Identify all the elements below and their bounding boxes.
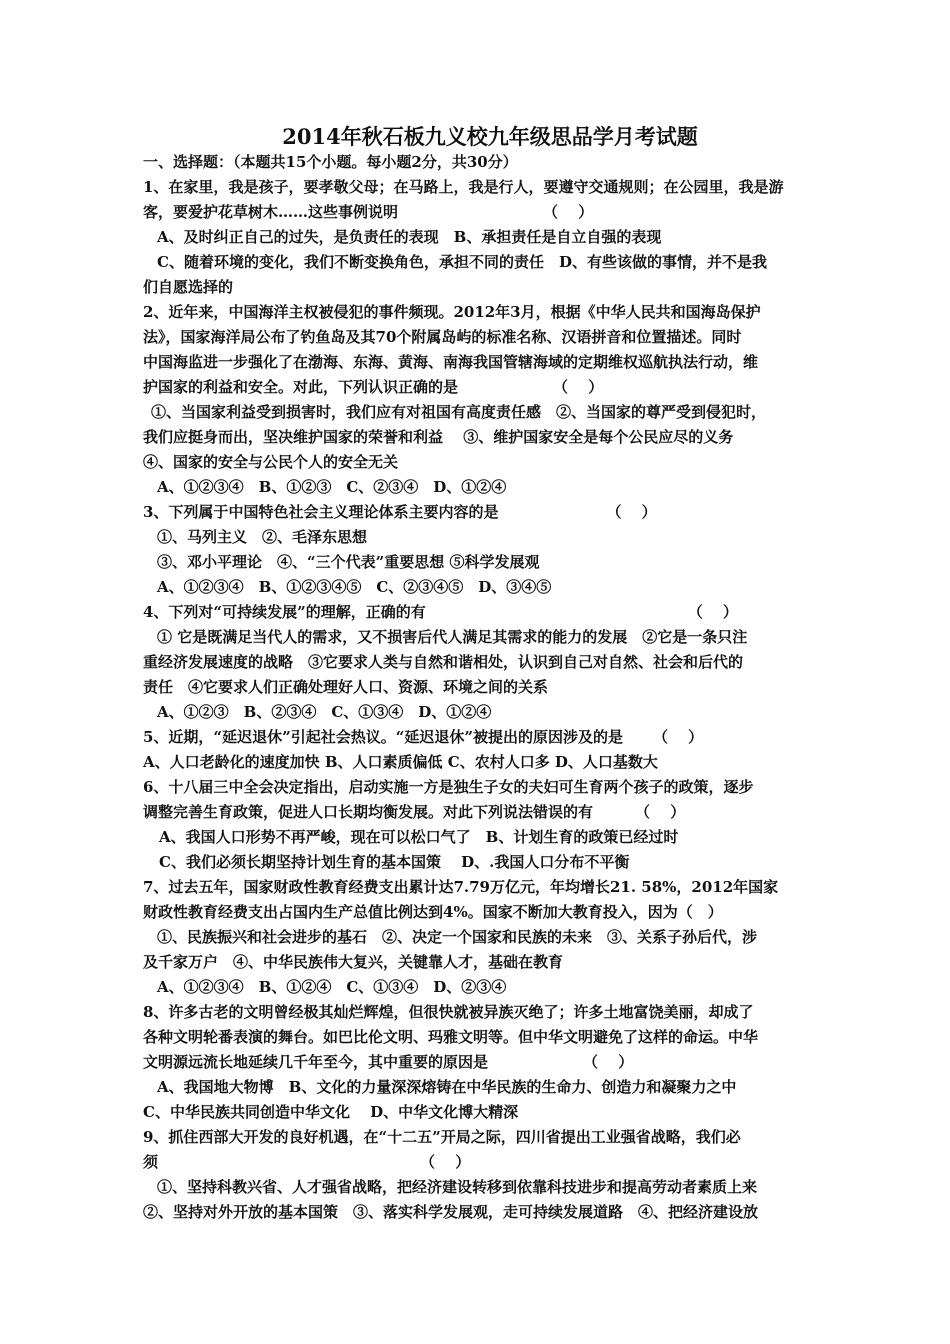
text-line [143,600,811,625]
text-line [143,1175,811,1200]
line-text: 5、近期，“延迟退休”引起社会热议。“延迟退休”被提出的原因涉及的是 [143,728,623,746]
line-text: 们自愿选择的 [143,278,234,296]
text-line [143,325,811,350]
question-list [143,150,811,1225]
text-line [143,275,811,300]
line-text: ④、国家的安全与公民个人的安全无关 [143,453,399,471]
text-line [143,900,811,925]
line-text: 财政性教育经费支出占国内生产总值比例达到4%。国家不断加大教育投入，因为（ ） [143,903,723,921]
line-text: ①、坚持科教兴省、人才强省战略，把经济建设转移到依靠科技进步和提高劳动者素质上来 [157,1178,758,1196]
answer-bracket: （ ） [553,378,604,396]
line-text: 重经济发展速度的战略 ③它要求人类与自然和谐相处，认识到自己对自然、社会和后代的 [143,653,744,671]
text-line [143,225,811,250]
line-text: 各种文明轮番表演的舞台。如巴比伦文明、玛雅文明等。但中华文明避免了这样的命运。中华 [143,1028,759,1046]
line-text: 中国海监进一步强化了在渤海、东海、黄海、南海我国管辖海域的定期维权巡航执法行动，维 [143,353,759,371]
answer-bracket: （ ） [543,203,594,221]
text-line [143,800,811,825]
text-line [143,200,811,225]
answer-bracket: （ ） [583,1053,634,1071]
text-line [143,150,811,175]
line-text: A、及时纠正自己的过失，是负责任的表现 B、承担责任是自立自强的表现 [157,228,662,246]
line-text: A、我国人口形势不再严峻，现在可以松口气了 B、计划生育的政策已经过时 [159,828,679,846]
text-line [143,950,811,975]
text-line [143,625,811,650]
text-line [143,850,811,875]
text-line [143,450,811,475]
text-line [143,1150,811,1175]
answer-bracket: （ ） [652,728,704,746]
line-text: 2、近年来，中国海洋主权被侵犯的事件频现。2012年3月，根据《中华人民共和国海岛保护 [143,303,761,321]
text-line [143,1025,811,1050]
line-text: 须 [143,1153,159,1171]
text-line [143,675,811,700]
text-line [143,400,811,425]
line-text: A、我国地大物博 B、文化的力量深深熔铸在中华民族的生命力、创造力和凝聚力之中 [157,1078,737,1096]
answer-bracket: （ ） [635,803,686,821]
line-text: 及千家万户 ④、中华民族伟大复兴，关键靠人才，基础在教育 [143,953,564,971]
line-text: C、中华民族共同创造中华文化 D、中华文化博大精深 [143,1103,519,1121]
line-text: ③、邓小平理论 ④、“三个代表”重要思想 ⑤科学发展观 [157,553,540,571]
text-line [143,700,811,725]
line-text: ①、马列主义 ②、毛泽东思想 [157,528,368,546]
line-text: A、①②③④ B、①②③④⑤ C、②③④⑤ D、③④⑤ [157,578,552,596]
line-text: 9、抓住西部大开发的良好机遇，在“十二五”开局之际，四川省提出工业强省战略，我们必 [143,1128,741,1146]
text-line [143,575,811,600]
text-line [143,975,811,1000]
text-line [143,250,811,275]
text-line [143,1200,811,1225]
line-text: A、人口老龄化的速度加快 B、人口素质偏低 C、农村人口多 D、人口基数大 [143,753,658,771]
line-text: A、①②③ B、②③④ C、①③④ D、①②④ [157,703,492,721]
text-line [143,650,811,675]
answer-bracket: （ ） [420,1153,471,1171]
line-text: 法》，国家海洋局公布了钓鱼岛及其70个附属岛屿的标准名称、汉语拼音和位置描述。同时 [143,328,742,346]
text-line [143,525,811,550]
line-text: ①、民族振兴和社会进步的基石 ②、决定一个国家和民族的未来 ③、关系子孙后代，涉 [157,928,758,946]
text-line [143,775,811,800]
line-text: 责任 ④它要求人们正确处理好人口、资源、环境之间的关系 [143,678,549,696]
text-line [143,350,811,375]
text-line [143,300,811,325]
line-text: 客，要爱护花草树木……这些事例说明 [143,203,399,221]
text-line [143,1000,811,1025]
text-line [143,725,811,750]
line-text: ① 它是既满足当代人的需求，又不损害后代人满足其需求的能力的发展 ②它是一条只注 [157,628,748,646]
line-text: 3、下列属于中国特色社会主义理论体系主要内容的是 [143,503,499,521]
line-text: 6、十八届三中全会决定指出，启动实施一方是独生子女的夫妇可生育两个孩子的政策，逐步 [143,778,754,796]
line-text: A、①②③④ B、①②④ C、①③④ D、②③④ [157,978,507,996]
exam-title: 2014年秋石板九义校九年级思品学月考试题 [282,124,698,149]
line-text: ①、当国家利益受到损害时，我们应有对祖国有高度责任感 ②、当国家的尊严受到侵犯时， [151,403,767,421]
line-text: C、随着环境的变化，我们不断变换角色，承担不同的责任 D、有些该做的事情，并不是我 [157,253,767,271]
line-text: 7、过去五年，国家财政性教育经费支出累计达7.79万亿元，年均增长21. 58%，2012年国家 [143,878,779,896]
text-line [143,175,811,200]
text-line [143,1100,811,1125]
line-text: 4、下列对“可持续发展”的理解，正确的有 [143,603,426,621]
line-text: C、我们必须长期坚持计划生育的基本国策 D、.我国人口分布不平衡 [159,853,630,871]
line-text: 1、在家里，我是孩子，要孝敬父母；在马路上，我是行人，要遵守交通规则；在公园里，我是游 [143,178,784,196]
text-line [143,1050,811,1075]
line-text: 调整完善生育政策，促进人口长期均衡发展。对此下列说法错误的有 [143,803,594,821]
line-text: 8、许多古老的文明曾经极其灿烂辉煌，但很快就被异族灭绝了；许多土地富饶美丽，却成了 [143,1003,754,1021]
line-text: A、①②③④ B、①②③ C、②③④ D、①②④ [157,478,507,496]
text-line [143,825,811,850]
text-line [143,1125,811,1150]
text-line [143,475,811,500]
text-line [143,425,811,450]
text-line [143,1075,811,1100]
line-text: 文明源远流长地延续几千年至今，其中重要的原因是 [143,1053,489,1071]
line-text: 护国家的利益和安全。对此，下列认识正确的是 [143,378,459,396]
text-line [143,375,811,400]
line-text: 一、选择题：（本题共15个小题。每小题2分，共30分） [143,153,518,171]
text-line [143,500,811,525]
text-line [143,925,811,950]
answer-bracket: （ ） [687,603,738,621]
line-text: ②、坚持对外开放的基本国策 ③、落实科学发展观，走可持续发展道路 ④、把经济建设放 [143,1203,759,1221]
line-text: 我们应挺身而出，坚决维护国家的荣誉和利益 ③、维护国家安全是每个公民应尽的义务 [143,428,734,446]
text-line [143,875,811,900]
text-line [143,750,811,775]
answer-bracket: （ ） [606,503,657,521]
text-line [143,550,811,575]
